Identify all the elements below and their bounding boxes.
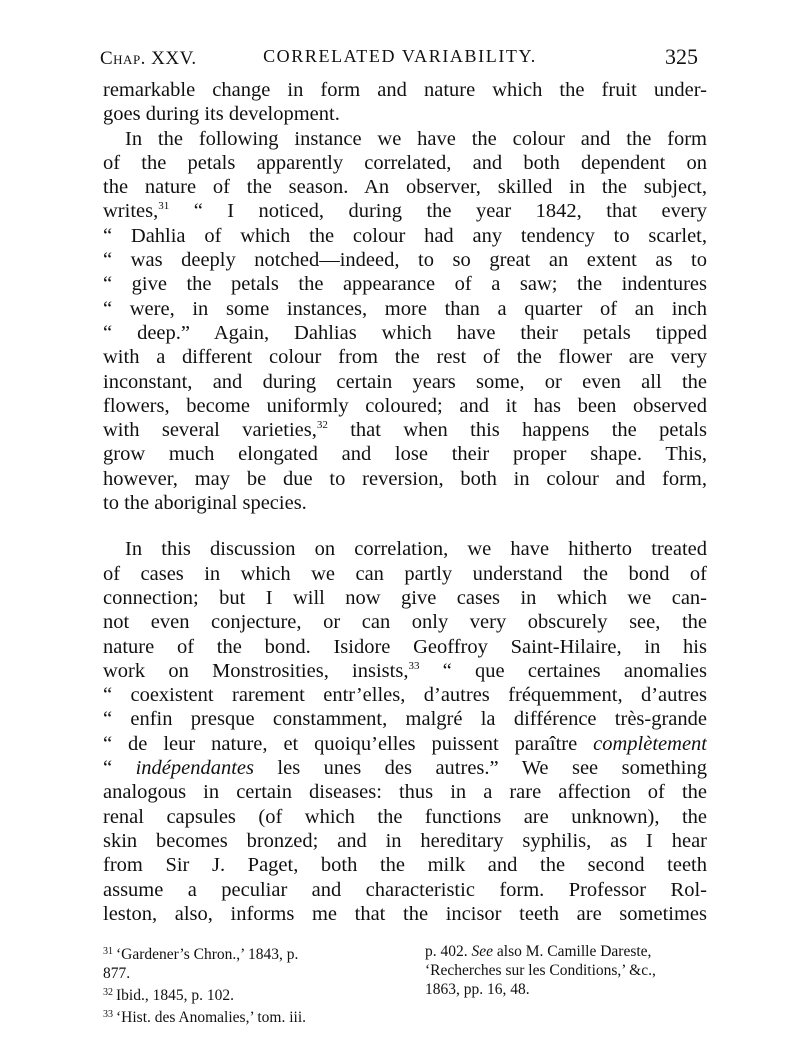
text-segment: In this discussion on correlation, we have hitherto treated — [125, 538, 707, 561]
text-segment: “ de leur nature, et quoiqu’elles puissent paraître — [103, 732, 594, 755]
text-segment: that when this happens the petals — [327, 419, 707, 442]
text-line — [103, 683, 707, 707]
footnote-text: 1863, pp. 16, 48. — [425, 981, 530, 998]
text-segment: “ que certaines anomalies — [419, 659, 707, 682]
text-segment: connection; but I will now give cases in which we can- — [103, 586, 707, 609]
text-line — [103, 756, 707, 780]
text-segment: “ deep.” Again, Dahlias which have their petals tipped — [103, 321, 707, 344]
text-line — [103, 175, 707, 199]
footnote-text: ‘Recherches sur les Conditions,’ &c., — [425, 962, 656, 979]
text-segment: analogous in certain diseases: thus in a rare affection of the — [103, 781, 707, 804]
text-segment: “ was deeply notched—indeed, to so great an extent as to — [103, 249, 707, 272]
footnote-line — [425, 980, 707, 999]
text-line — [103, 127, 707, 151]
text-segment: remarkable change in form and nature which the fruit under- — [103, 79, 707, 101]
text-line — [103, 732, 707, 756]
text-line — [103, 467, 707, 491]
text-line — [103, 902, 707, 926]
text-segment: goes during its development. — [103, 103, 340, 126]
text-line — [103, 805, 707, 829]
footnote-text: also M. Camille Dareste, — [493, 943, 652, 960]
italic-text: See — [471, 943, 494, 960]
body-text — [103, 78, 707, 926]
text-segment: flowers, become uniformly coloured; and it has been observed — [103, 394, 707, 417]
italic-text: indépendantes — [135, 757, 254, 780]
footnote-line — [103, 964, 403, 983]
footnote-text: ‘Gardener’s Chron.,’ 1843, p. — [116, 946, 299, 963]
text-segment: “ — [103, 757, 136, 780]
text-segment: “ were, in some instances, more than a quarter of an inch — [103, 297, 707, 320]
text-segment: “ coexistent rarement entr’elles, d’autres fréquemment, d’autres — [103, 684, 707, 707]
text-segment: of cases in which we can partly understand the bond of — [103, 562, 707, 585]
footnote-line — [425, 942, 707, 961]
text-line — [103, 272, 707, 296]
footnote-line — [425, 961, 707, 980]
text-line — [103, 659, 707, 683]
text-line — [103, 418, 707, 442]
text-line — [103, 635, 707, 659]
chapter-label: Chap. XXV. — [100, 48, 197, 69]
text-segment: “ I noticed, during the year 1842, that every — [169, 200, 707, 223]
footnote-reference: 32 — [316, 419, 328, 432]
text-segment: assume a peculiar and characteristic form. Professor Rol- — [103, 878, 707, 901]
footnote-line — [103, 942, 403, 964]
text-line — [103, 321, 707, 345]
text-segment: however, may be due to reversion, both in colour and form, — [103, 467, 707, 490]
text-segment: les unes des autres.” We see something — [253, 757, 707, 780]
footnote-mark: 31 — [103, 946, 113, 957]
text-segment: of the petals apparently correlated, and both dependent on — [103, 151, 707, 174]
text-segment: not even conjecture, or can only very obscurely see, the — [103, 611, 707, 634]
footnote-text: p. 402. — [425, 943, 472, 960]
text-segment: from Sir J. Paget, both the milk and the second teeth — [103, 854, 707, 877]
footnote-mark: 33 — [103, 1009, 113, 1020]
paragraph-gap — [103, 515, 707, 537]
text-line — [103, 394, 707, 418]
text-line — [103, 442, 707, 466]
text-line — [103, 562, 707, 586]
footnote-reference: 31 — [158, 200, 170, 213]
italic-text: complètement — [593, 732, 707, 755]
text-segment: In the following instance we have the colour and the form — [125, 127, 707, 150]
text-line — [103, 707, 707, 731]
text-line — [103, 370, 707, 394]
text-line — [103, 780, 707, 804]
text-segment: nature of the bond. Isidore Geoffroy Saint-Hilaire, in his — [103, 635, 707, 658]
text-line — [103, 78, 707, 102]
text-segment: writes, — [103, 200, 159, 223]
page-number: 325 — [665, 44, 698, 69]
text-line — [103, 102, 707, 126]
running-title: CORRELATED VARIABILITY. — [263, 46, 537, 66]
footnotes-right-column — [425, 942, 707, 999]
running-head — [100, 42, 700, 74]
text-line — [103, 853, 707, 877]
text-line — [103, 610, 707, 634]
footnotes — [103, 942, 707, 1026]
text-segment: leston, also, informs me that the incisor teeth are sometimes — [103, 902, 707, 925]
text-line — [103, 491, 707, 515]
text-segment: with a different colour from the rest of the flower are very — [103, 346, 707, 369]
footnote-text: 877. — [103, 965, 131, 982]
text-segment: with several varieties, — [103, 419, 317, 442]
text-line — [103, 224, 707, 248]
text-segment: the nature of the season. An observer, skilled in the subject, — [103, 176, 707, 199]
text-segment: to the aboriginal species. — [103, 492, 307, 515]
text-line — [103, 151, 707, 175]
text-line — [103, 878, 707, 902]
footnote-text: ‘Hist. des Anomalies,’ tom. iii. — [116, 1009, 307, 1026]
text-segment: “ Dahlia of which the colour had any tendency to scarlet, — [103, 224, 707, 247]
text-segment: “ give the petals the appearance of a saw; the indentures — [103, 273, 707, 296]
text-segment: inconstant, and during certain years some, or even all the — [103, 370, 707, 393]
footnote-line — [103, 983, 403, 1005]
footnote-reference: 33 — [408, 659, 420, 672]
text-line — [103, 537, 707, 561]
text-line — [103, 248, 707, 272]
footnote-line — [103, 1005, 403, 1027]
text-line — [103, 199, 707, 223]
text-line — [103, 829, 707, 853]
text-line — [103, 345, 707, 369]
footnote-text: Ibid., 1845, p. 102. — [116, 987, 234, 1004]
footnotes-left-column — [103, 942, 403, 1027]
text-line — [103, 586, 707, 610]
text-segment: “ enfin presque constamment, malgré la différence très-grande — [103, 708, 707, 731]
text-segment: skin becomes bronzed; and in hereditary syphilis, as I hear — [103, 829, 707, 852]
text-segment: work on Monstrosities, insists, — [103, 659, 409, 682]
text-line — [103, 297, 707, 321]
footnote-mark: 32 — [103, 987, 113, 998]
text-segment: grow much elongated and lose their proper shape. This, — [103, 443, 707, 466]
text-segment: renal capsules (of which the functions are unknown), the — [103, 805, 707, 828]
